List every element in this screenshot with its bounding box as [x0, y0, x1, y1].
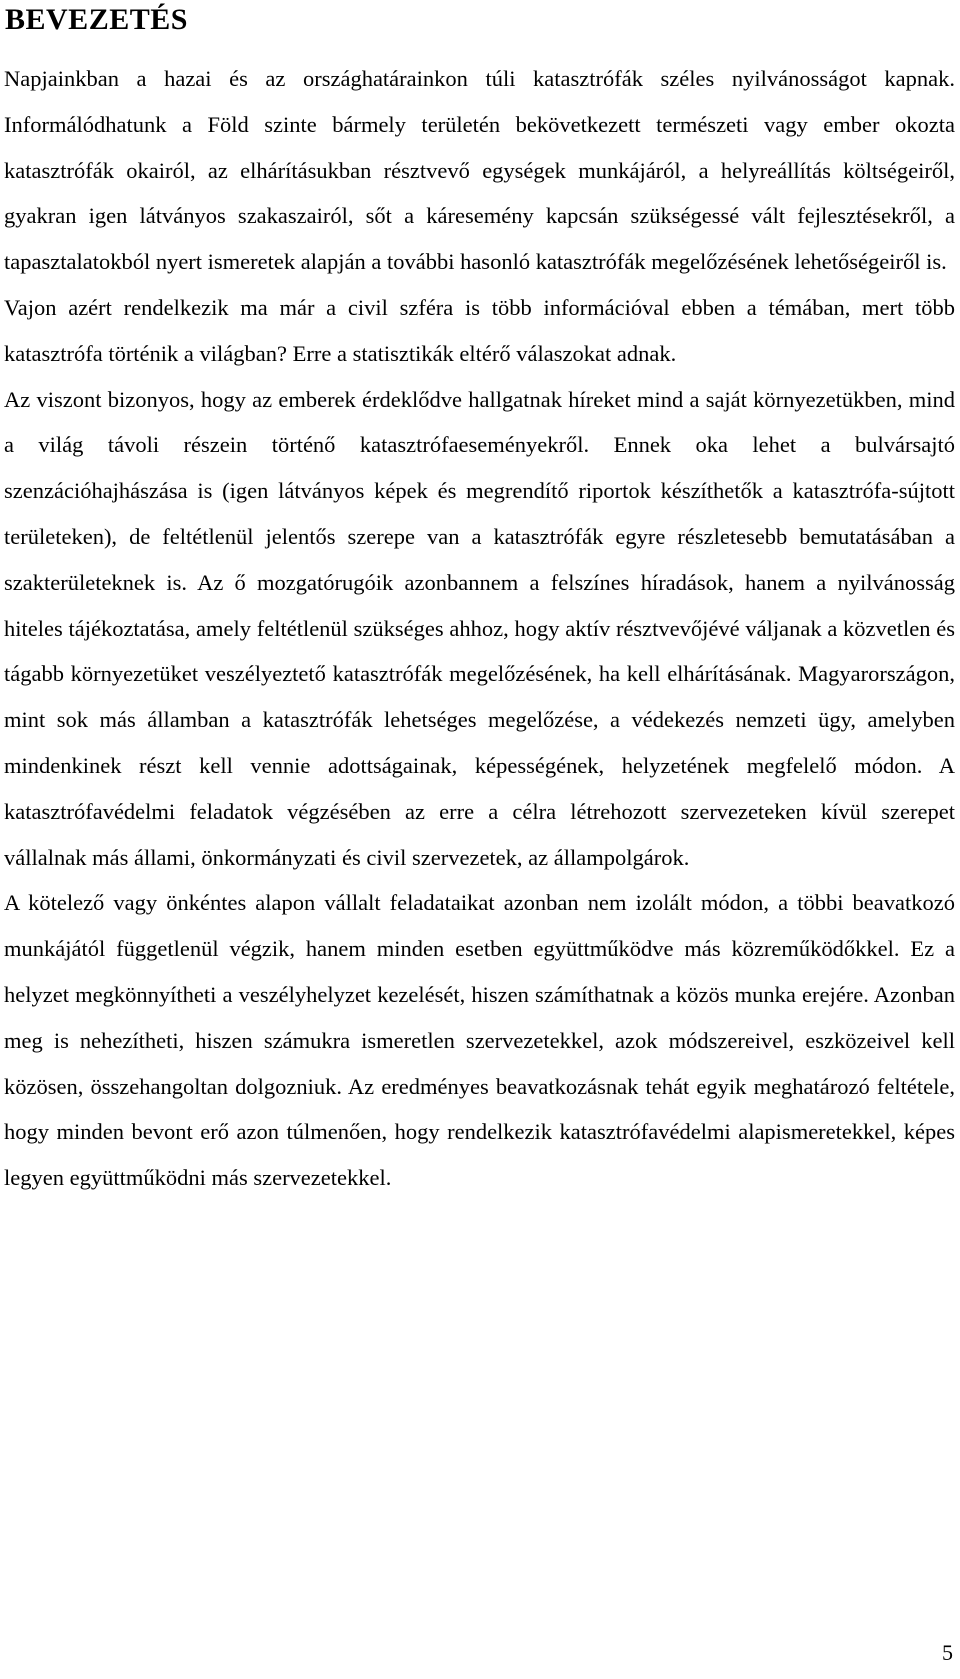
paragraph-1: Napjainkban a hazai és az országhatárainkon túli katasztrófák széles nyilvánosságot kapnak. Informálódhatunk a Föld szinte bármely területén bekövetkezett természeti vagy ember okozta katasztrófák okairól, az elhárításukban résztvevő egységek munkájáról, a helyreállítás költségeiről, gyakran igen látványos szakaszairól, sőt a káresemény kapcsán szükségessé vált fejlesztésekről, a tapasztalatokból nyert ismeretek alapján a további hasonló katasztrófák megelőzésének lehetőségeiről is. [4, 66, 955, 275]
paragraph-3: Az viszont bizonyos, hogy az emberek érdeklődve hallgatnak híreket mind a saját környezetükben, mind a világ távoli részein történő katasztrófaeseményekről. Ennek oka lehet a bulvársajtó szenzációhajhászása is (igen látványos képek és megrendítő riportok készíthetők a katasztrófa-sújtott területeken), de feltétlenül jelentős szerepe van a katasztrófák egyre részletesebb bemutatásában a szakterületeknek is. Az ő mozgatórugóik azonbannem a felszínes híradások, hanem a nyilvánosság hiteles tájékoztatása, amely feltétlenül szükséges ahhoz, hogy aktív résztvevőjévé váljanak a közvetlen és tágabb környezetüket veszélyeztető katasztrófák megelőzésének, ha kell elhárításának. Magyarországon, mint sok más államban a katasztrófák lehetséges megelőzése, a védekezés nemzeti ügy, amelyben mindenkinek részt kell vennie adottságainak, képességének, helyzetének megfelelő módon. A katasztrófavédelmi feladatok végzésében az erre a célra létrehozott szervezeteken kívül szerepet vállalnak más állami, önkormányzati és civil szervezetek, az állampolgárok. [4, 386, 955, 870]
paragraph-4: A kötelező vagy önkéntes alapon vállalt feladataikat azonban nem izolált módon, a többi beavatkozó munkájától függetlenül végzik, hanem minden esetben együttműködve más közreműködőkkel. Ez a helyzet megkönnyítheti a veszélyhelyzet kezelését, hiszen számíthatnak a közös munka erejére. Azonban meg is nehezítheti, hiszen számukra ismeretlen szervezetekkel, azok módszereivel, eszközeivel kell közösen, összehangoltan dolgozniuk. Az eredményes beavatkozásnak tehát egyik meghatározó feltétele, hogy minden bevont erő azon túlmenően, hogy rendelkezik katasztrófavédelmi alapismeretekkel, képes legyen együttműködni más szervezetekkel. [4, 890, 955, 1191]
body-text [4, 56, 955, 1201]
paragraph-2: Vajon azért rendelkezik ma már a civil szféra is több információval ebben a témában, mert több katasztrófa történik a világban? Erre a statisztikák eltérő válaszokat adnak. [4, 294, 955, 366]
section-heading: BEVEZETÉS [5, 3, 188, 36]
page-number: 5 [942, 1640, 953, 1665]
